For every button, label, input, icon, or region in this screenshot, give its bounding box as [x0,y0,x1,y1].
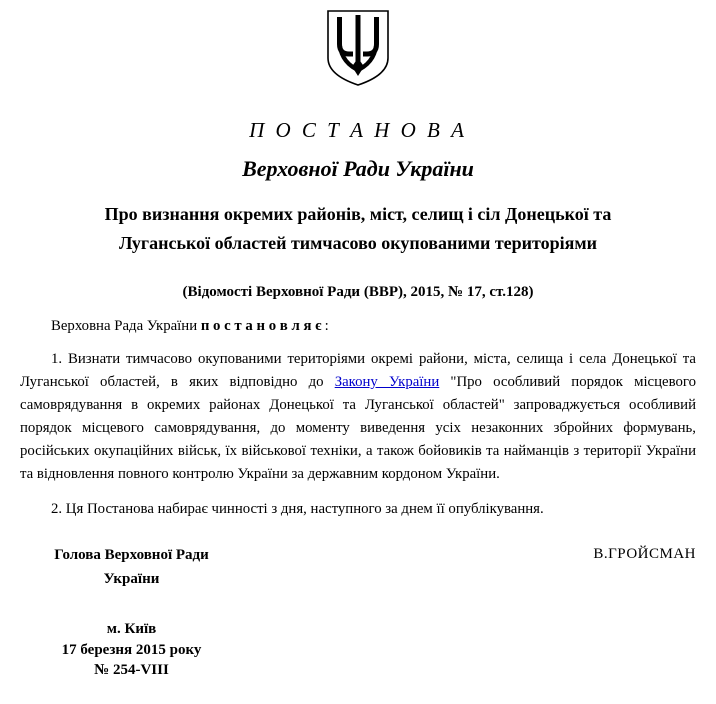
paragraph-1-text-after-link: "Про особливий порядок місцевого самоврядування в окремих районах Донецької та Луганської областей" запроваджується особливий порядок місцевого самоврядування, до моменту виведення усіх незаконних збройних формувань, російських окупаційних військ, їх військової техніки, а також бойовиків та найманців з території України та відновлення повного контролю України за державним кордоном України. [20,374,696,482]
document-title-line1: Про визнання окремих районів, міст, селищ і сіл Донецької та [104,204,612,224]
paragraph-1-text-before-link: 1. Визнати тимчасово окупованими територіями окремі райони, міста, селища і села Донецької та Луганської областей, в яких відповідно до [20,351,696,390]
ukraine-trident-icon [323,8,393,88]
preamble-verb: п о с т а н о в л я є [200,318,322,334]
signature-block [20,543,696,591]
coat-of-arms [20,0,696,90]
signatory-position-line2: України [103,571,160,587]
footer-document-number: № 254-VIII [94,662,169,678]
preamble-colon: : [324,318,329,334]
document-title-line2: Луганської областей тимчасово окупованими територіями [118,233,598,253]
footer-city: м. Київ [106,621,157,637]
preamble-paragraph [20,315,696,338]
signatory-position [24,543,239,591]
signatory-position-line1: Голова Верховної Ради [54,547,209,563]
footer-date: 17 березня 2015 року [61,641,202,658]
gazette-reference: (Відомості Верховної Ради (ВВР), 2015, № 17, ст.128) [182,284,534,300]
law-of-ukraine-link[interactable]: Закону України [334,374,440,390]
signatory-name: В.ГРОЙСМАН [593,546,696,562]
document-issuer: Верховної Ради України [242,156,474,181]
document-title [20,200,696,258]
document-type-title: П О С Т А Н О В А [249,118,467,142]
paragraph-2: 2. Ця Постанова набирає чинності з дня, наступного за днем її опублікування. [51,501,544,517]
place-date-block [24,619,239,681]
preamble-lead: Верховна Рада України [51,318,201,334]
paragraph-1 [20,348,696,486]
